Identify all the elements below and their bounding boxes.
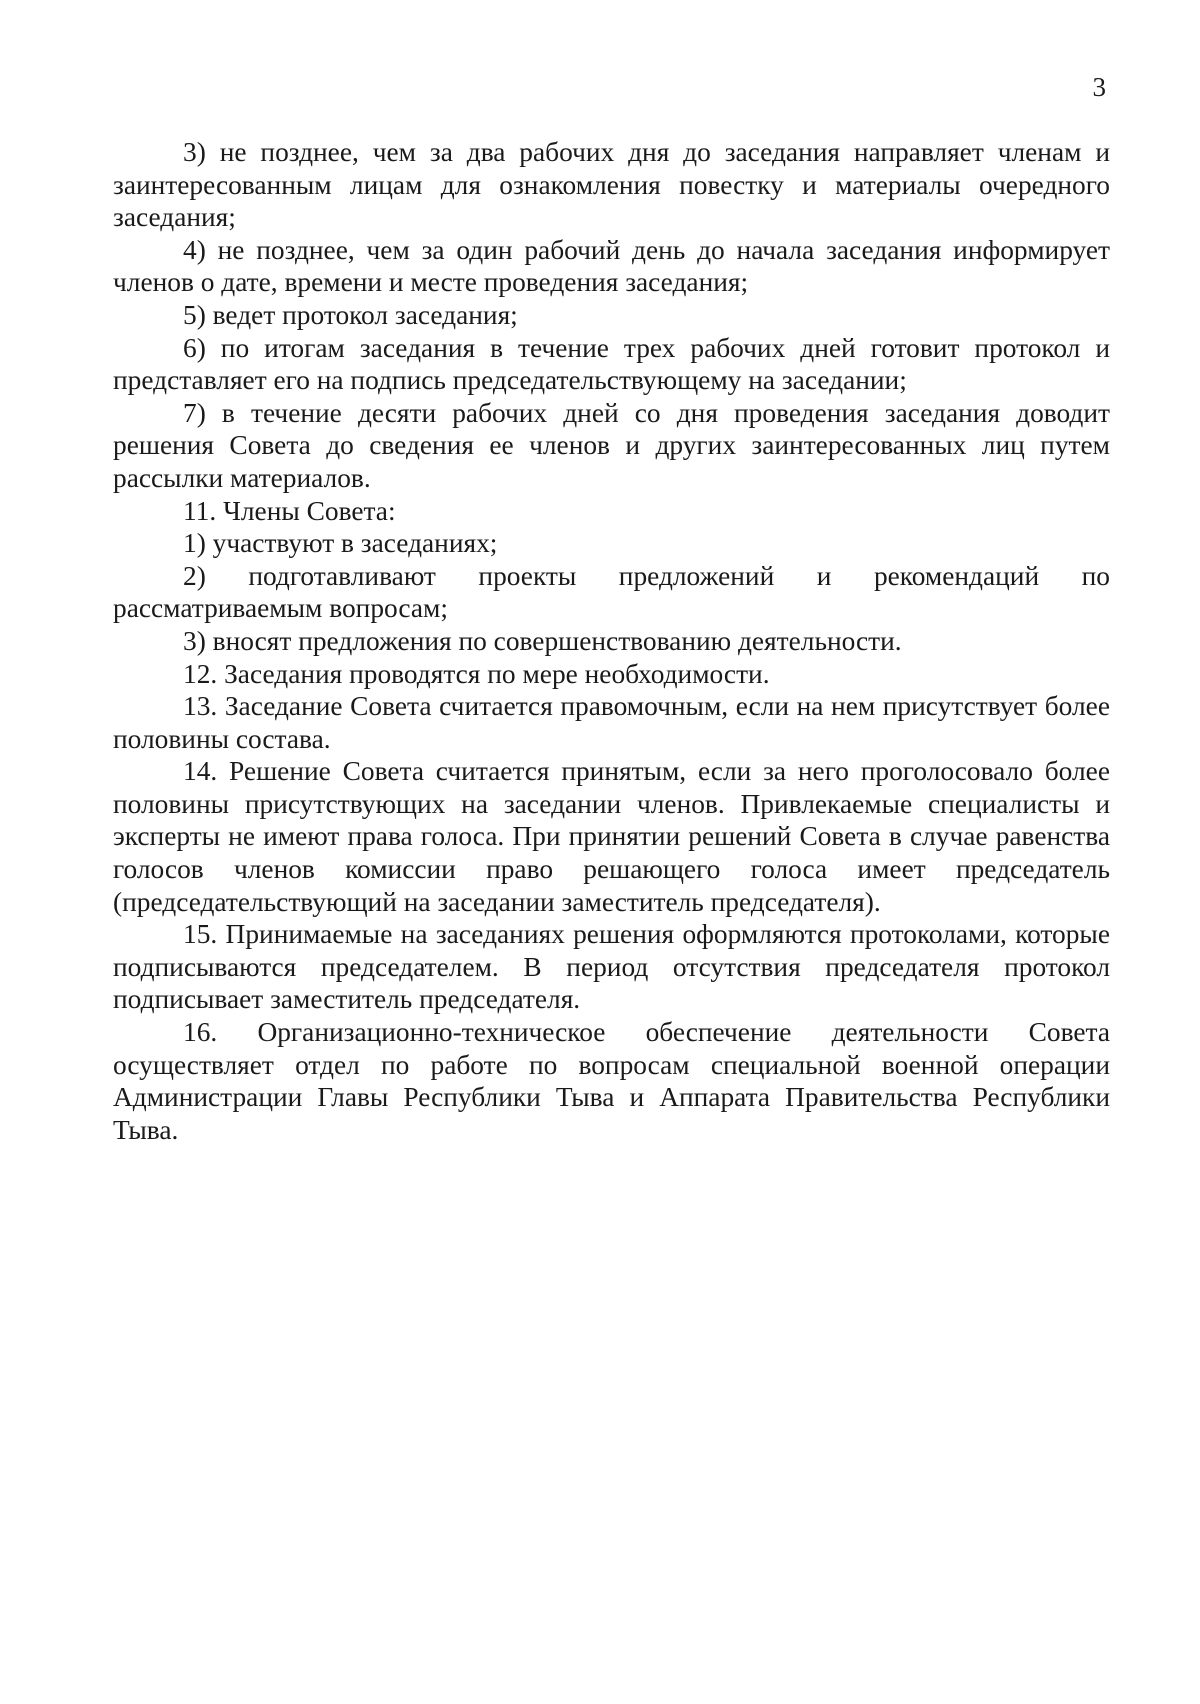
- paragraph-item-7: 7) в течение десяти рабочих дней со дня проведения заседания доводит решения Совета до сведения ее членов и других заинтересованных лиц путем рассылки материалов.: [113, 397, 1110, 493]
- paragraph-clause-16: 16. Организационно-техническое обеспечение деятельности Совета осуществляет отдел по работе по вопросам специальной военной операции Администрации Главы Республики Тыва и Аппарата Правительства Республики Тыва.: [113, 1017, 1110, 1145]
- paragraph-clause-14: 14. Решение Совета считается принятым, если за него проголосовало более половины присутствующих на заседании членов. Привлекаемые специалисты и эксперты не имеют права голоса. При принятии решений Совета в случае равенства голосов членов комиссии право решающего голоса имеет председатель (председательствующий на заседании заместитель председателя).: [113, 756, 1110, 917]
- paragraph-clause-13: 13. Заседание Совета считается правомочным, если на нем присутствует более половины состава.: [113, 691, 1110, 754]
- paragraph-item-5: 5) ведет протокол заседания;: [183, 299, 518, 330]
- paragraph-item-3: 3) не позднее, чем за два рабочих дня до заседания направляет членам и заинтересованным лицам для ознакомления повестку и материалы очередного заседания;: [113, 137, 1110, 233]
- paragraph-member-duty-3: 3) вносят предложения по совершенствованию деятельности.: [183, 625, 902, 656]
- document-body: [113, 136, 1110, 1146]
- paragraph-clause-12: 12. Заседания проводятся по мере необходимости.: [183, 658, 770, 689]
- paragraph-member-duty-2: 2) подготавливают проекты предложений и рекомендаций по рассматриваемым вопросам;: [113, 560, 1110, 624]
- paragraph-member-duty-1: 1) участвуют в заседаниях;: [183, 528, 498, 559]
- page-number: 3: [1092, 72, 1106, 102]
- paragraph-clause-11: 11. Члены Совета:: [183, 495, 396, 526]
- paragraph-clause-15: 15. Принимаемые на заседаниях решения оформляются протоколами, которые подписываются председателем. В период отсутствия председателя протокол подписывает заместитель председателя.: [113, 919, 1110, 1015]
- paragraph-item-4: 4) не позднее, чем за один рабочий день до начала заседания информирует членов о дате, времени и месте проведения заседания;: [113, 234, 1110, 298]
- paragraph-item-6: 6) по итогам заседания в течение трех рабочих дней готовит протокол и представляет его на подпись председательствующему на заседании;: [113, 332, 1110, 396]
